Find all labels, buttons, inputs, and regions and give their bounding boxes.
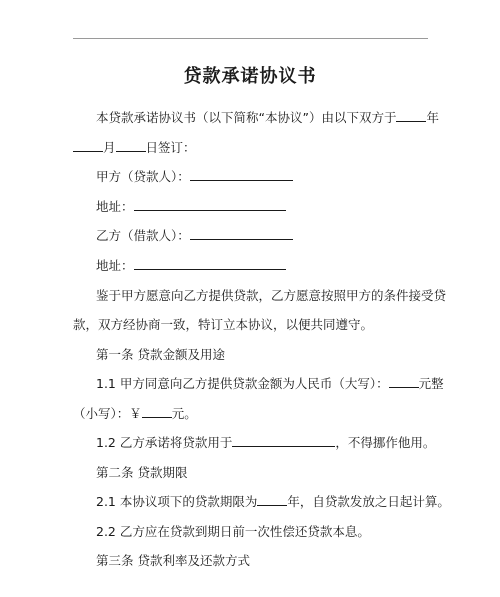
day-blank[interactable] — [116, 139, 146, 152]
party-b-address-blank[interactable] — [134, 257, 286, 270]
party-a-label: 甲方（贷款人）： — [96, 169, 190, 184]
intro-line-1 — [96, 109, 439, 127]
party-b-blank[interactable] — [190, 227, 293, 240]
clause-1-2-text: 1.2 乙方承诺将贷款用于 — [96, 435, 233, 450]
loan-term-blank[interactable] — [257, 493, 287, 506]
clause-2-1-line — [96, 493, 450, 511]
article-3-heading: 第三条 贷款利率及还款方式 — [96, 553, 250, 568]
amount-words-blank[interactable] — [389, 375, 419, 388]
party-a-line — [96, 168, 293, 186]
clause-1-2-tail: ，不得挪作他用。 — [335, 435, 436, 450]
clause-2-2-line: 2.2 乙方应在贷款到期日前一次性偿还贷款本息。 — [96, 524, 370, 539]
year-label: 年 — [426, 110, 439, 125]
yuan-label: 元。 — [171, 406, 197, 421]
article-1-heading: 第一条 贷款金额及用途 — [96, 347, 225, 362]
top-divider — [73, 38, 428, 39]
whereas-line-2: 款，双方经协商一致，特订立本协议，以便共同遵守。 — [73, 317, 374, 332]
party-a-address-blank[interactable] — [134, 198, 286, 211]
clause-1-1-line-1 — [96, 375, 444, 393]
amount-figures-label: （小写）：￥ — [73, 406, 142, 421]
party-b-label: 乙方（借款人）： — [96, 228, 190, 243]
document-title: 贷款承诺协议书 — [183, 66, 317, 87]
clause-1-2-line — [96, 434, 435, 452]
party-b-address-line — [96, 257, 286, 275]
loan-purpose-blank[interactable] — [232, 434, 335, 447]
year-blank[interactable] — [396, 109, 426, 122]
day-signed-label: 日签订： — [145, 140, 196, 155]
whereas-line-1: 鉴于甲方愿意向乙方提供贷款，乙方愿意按照甲方的条件接受贷 — [96, 288, 447, 303]
clause-2-1-tail: 年，自贷款发放之日起计算。 — [287, 494, 450, 509]
intro-text: 本贷款承诺协议书（以下简称“本协议”）由以下双方于 — [96, 110, 397, 125]
clause-2-1-text: 2.1 本协议项下的贷款期限为 — [96, 494, 258, 509]
address-label: 地址： — [96, 199, 134, 214]
intro-line-2 — [73, 139, 196, 157]
address-label: 地址： — [96, 258, 134, 273]
article-2-heading: 第二条 贷款期限 — [96, 465, 188, 480]
year-continue-blank[interactable] — [73, 139, 103, 152]
month-label: 月 — [103, 140, 116, 155]
amount-figures-blank[interactable] — [142, 405, 172, 418]
yuan-zheng-label: 元整 — [418, 376, 444, 391]
party-b-line — [96, 227, 293, 245]
clause-1-1-text: 1.1 甲方同意向乙方提供贷款金额为人民币（大写）： — [96, 376, 389, 391]
party-a-blank[interactable] — [190, 168, 293, 181]
party-a-address-line — [96, 198, 286, 216]
clause-1-1-line-2 — [73, 405, 197, 423]
